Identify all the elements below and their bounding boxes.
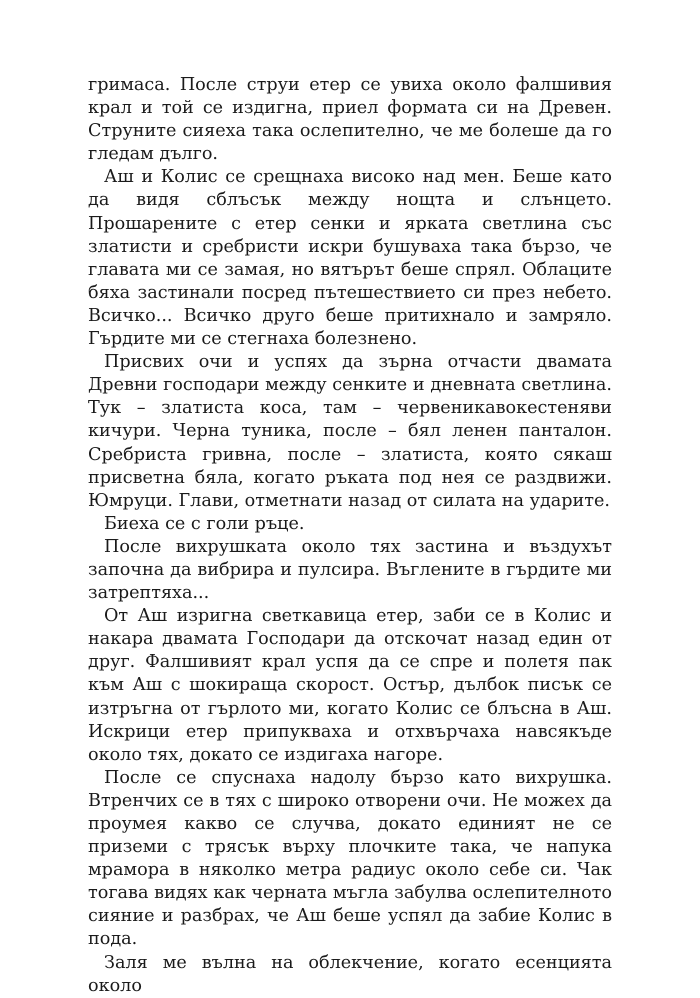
paragraph-7: После се спуснаха надолу бързо като вихрушка. Втренчих се в тях с широко отворени очи. Не можех да проумея какво се случва, докато единият не се приземи с трясък върху плочките така, че напука мрамора в няколко метра радиус около себе си. Чак тогава видях как черната мъгла забулва ослепителното сияние и разбрах, че Аш беше успял да забие Колис в пода.: [88, 767, 612, 950]
paragraph-3: Присвих очи и успях да зърна отчасти двамата Древни господари между сенките и дневната светлина. Тук – златиста коса, там – червеникавокестеняви кичури. Черна туника, после – бял ленен панталон. Сребриста гривна, после – златиста, която сякаш присветна бяла, когато ръката под нея се раздвижи. Юмруци. Глави, отметнати назад от силата на ударите.: [88, 352, 612, 511]
paragraph-5: После вихрушката около тях застина и въздухът започна да вибрира и пулсира. Въглените в гърдите ми затрептяха...: [88, 536, 612, 604]
book-page: [88, 74, 612, 998]
paragraph-8: Заля ме вълна на облекчение, когато есенцията около: [88, 952, 612, 996]
paragraph-4: Биеха се с голи ръце.: [104, 513, 305, 534]
paragraph-2: Аш и Колис се срещнаха високо над мен. Беше като да видя сблъсък между нощта и слънцето. Прошарените с етер сенки и ярката светлина със златисти и сребристи искри бушуваха така бързо, че главата ми се замая, но вятърът беше спрял. Облаците бяха застинали посред пътешествието си през небето. Всичко... Всичко друго беше притихнало и замряло. Гърдите ми се стегнаха болезнено.: [88, 167, 612, 350]
paragraph-6: От Аш изригна светкавица етер, заби се в Колис и накара двамата Господари да отскочат назад един от друг. Фалшивият крал успя да се спре и полетя пак към Аш с шокираща скорост. Остър, дълбок писък се изтръгна от гърлото ми, когато Колис се блъсна в Аш. Искрици етер припукваха и отхвърчаха навсякъде около тях, докато се издигаха нагоре.: [88, 606, 612, 765]
paragraph-1: гримаса. После струи етер се увиха около фалшивия крал и той се издигна, приел формата си на Древен. Струните сияеха така ослепително, че ме болеше да го гледам дълго.: [88, 75, 612, 165]
